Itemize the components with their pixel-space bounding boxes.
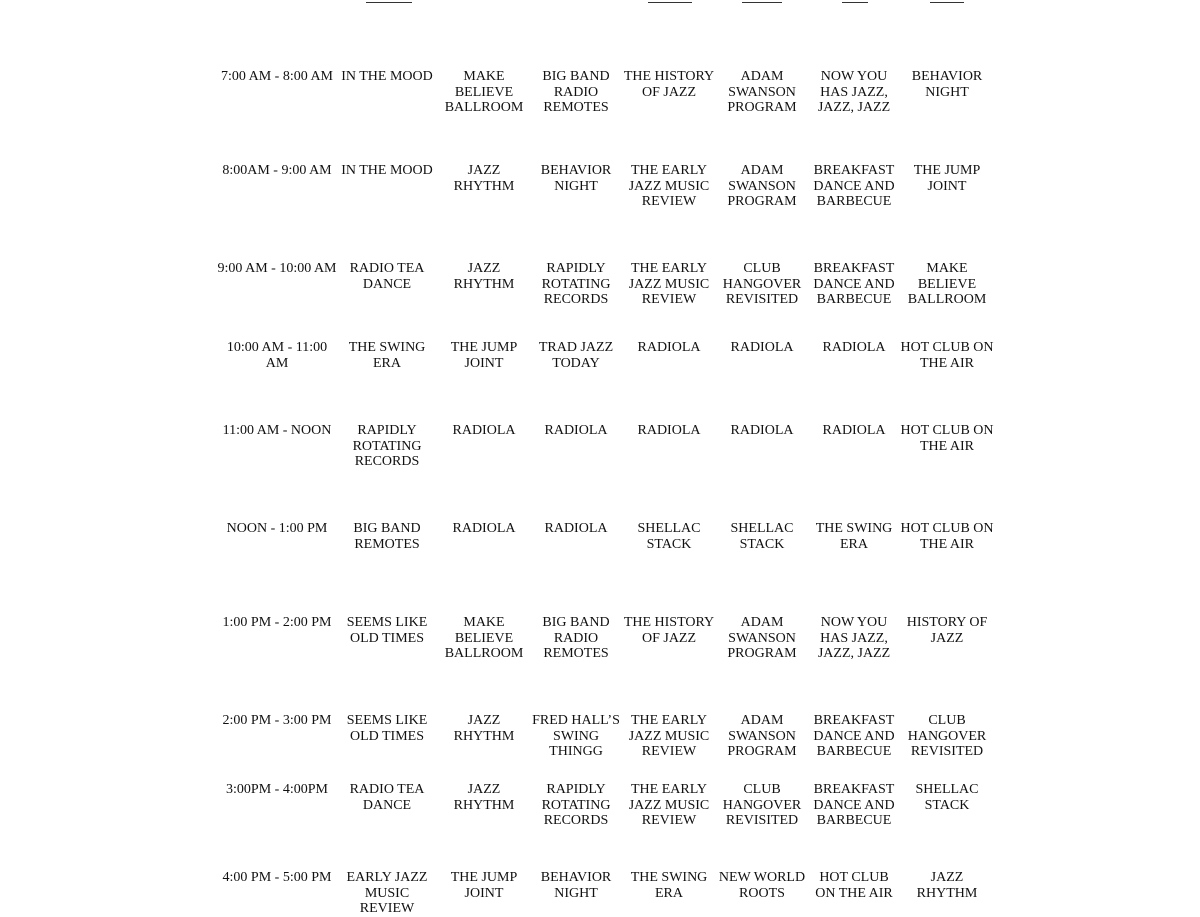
program-cell: THE HISTORY OF JAZZ (623, 69, 715, 100)
program-cell: RADIOLA (637, 423, 701, 438)
program-cell: THE SWING ERA (630, 870, 708, 901)
program-cell: HISTORY OF JAZZ (906, 615, 988, 646)
program-cell: NOW YOU HAS JAZZ, JAZZ, JAZZ (817, 615, 891, 661)
program-cell: RADIOLA (637, 340, 701, 355)
time-slot: NOON - 1:00 PM (226, 521, 328, 536)
program-cell: ADAM SWANSON PROGRAM (727, 69, 797, 115)
program-cell: THE EARLY JAZZ MUSIC REVIEW (628, 713, 710, 759)
program-cell: BREAKFAST DANCE AND BARBECUE (813, 713, 895, 759)
time-slot: 7:00 AM - 8:00 AM (220, 69, 333, 84)
program-cell: RADIOLA (822, 340, 886, 355)
program-cell: BEHAVIOR NIGHT (911, 69, 983, 100)
program-cell: THE JUMP JOINT (450, 340, 518, 371)
program-cell: NEW WORLD ROOTS (718, 870, 806, 901)
program-cell: BREAKFAST DANCE AND BARBECUE (813, 163, 895, 209)
program-cell: THE EARLY JAZZ MUSIC REVIEW (628, 163, 710, 209)
program-cell: BEHAVIOR NIGHT (540, 163, 612, 194)
program-cell: RAPIDLY ROTATING RECORDS (352, 423, 422, 469)
program-cell: MAKE BELIEVE BALLROOM (444, 69, 524, 115)
time-slot: 8:00AM - 9:00 AM (222, 163, 332, 178)
time-slot: 4:00 PM - 5:00 PM (222, 870, 332, 885)
program-cell: MAKE BELIEVE BALLROOM (444, 615, 524, 661)
program-cell: RAPIDLY ROTATING RECORDS (541, 261, 611, 307)
program-cell: NOW YOU HAS JAZZ, JAZZ, JAZZ (817, 69, 891, 115)
program-cell: RADIO TEA DANCE (349, 782, 425, 813)
program-cell: BIG BAND REMOTES (353, 521, 421, 552)
clipped-header-fragment (366, 0, 412, 3)
time-slot: 9:00 AM - 10:00 AM (217, 261, 337, 276)
program-cell: IN THE MOOD (341, 69, 433, 84)
clipped-header-fragment (842, 0, 868, 3)
program-cell: HOT CLUB ON THE AIR (900, 340, 994, 371)
program-cell: CLUB HANGOVER REVISITED (722, 261, 802, 307)
program-cell: SHELLAC STACK (915, 782, 979, 813)
time-slot: 11:00 AM - NOON (222, 423, 332, 438)
program-cell: HOT CLUB ON THE AIR (815, 870, 893, 901)
program-cell: BREAKFAST DANCE AND BARBECUE (813, 782, 895, 828)
program-cell: THE JUMP JOINT (913, 163, 981, 194)
program-cell: HOT CLUB ON THE AIR (900, 423, 994, 454)
time-slot: 10:00 AM - 11:00 AM (226, 340, 328, 371)
program-cell: RADIOLA (452, 521, 516, 536)
program-cell: RADIOLA (544, 423, 608, 438)
program-cell: THE EARLY JAZZ MUSIC REVIEW (628, 261, 710, 307)
program-cell: IN THE MOOD (341, 163, 433, 178)
program-cell: ADAM SWANSON PROGRAM (727, 615, 797, 661)
program-cell: FRED HALL’S SWING THINGG (532, 713, 620, 759)
program-cell: EARLY JAZZ MUSIC REVIEW (346, 870, 428, 916)
program-cell: MAKE BELIEVE BALLROOM (907, 261, 987, 307)
clipped-header-fragment (930, 0, 964, 3)
program-cell: JAZZ RHYTHM (453, 163, 515, 194)
program-cell: THE JUMP JOINT (450, 870, 518, 901)
program-cell: SEEMS LIKE OLD TIMES (346, 615, 428, 646)
program-cell: RADIOLA (822, 423, 886, 438)
program-cell: HOT CLUB ON THE AIR (900, 521, 994, 552)
program-cell: SHELLAC STACK (730, 521, 794, 552)
program-cell: JAZZ RHYTHM (453, 713, 515, 744)
program-cell: BIG BAND RADIO REMOTES (542, 69, 610, 115)
clipped-header-fragment (742, 0, 782, 3)
program-cell: SHELLAC STACK (637, 521, 701, 552)
program-cell: SEEMS LIKE OLD TIMES (346, 713, 428, 744)
program-cell: THE EARLY JAZZ MUSIC REVIEW (628, 782, 710, 828)
program-cell: THE SWING ERA (348, 340, 426, 371)
program-cell: ADAM SWANSON PROGRAM (727, 163, 797, 209)
program-cell: RADIO TEA DANCE (349, 261, 425, 292)
program-cell: BIG BAND RADIO REMOTES (542, 615, 610, 661)
program-cell: CLUB HANGOVER REVISITED (722, 782, 802, 828)
program-cell: RADIOLA (730, 423, 794, 438)
program-cell: JAZZ RHYTHM (916, 870, 978, 901)
program-cell: THE SWING ERA (815, 521, 893, 552)
program-cell: RADIOLA (730, 340, 794, 355)
program-cell: RADIOLA (452, 423, 516, 438)
clipped-header-row (0, 0, 1200, 4)
program-cell: CLUB HANGOVER REVISITED (907, 713, 987, 759)
program-cell: BREAKFAST DANCE AND BARBECUE (813, 261, 895, 307)
program-cell: BEHAVIOR NIGHT (540, 870, 612, 901)
time-slot: 2:00 PM - 3:00 PM (222, 713, 332, 728)
time-slot: 1:00 PM - 2:00 PM (222, 615, 332, 630)
program-cell: JAZZ RHYTHM (453, 261, 515, 292)
clipped-header-fragment (648, 0, 692, 3)
program-cell: JAZZ RHYTHM (453, 782, 515, 813)
program-cell: TRAD JAZZ TODAY (538, 340, 614, 371)
program-cell: THE HISTORY OF JAZZ (623, 615, 715, 646)
time-slot: 3:00PM - 4:00PM (226, 782, 328, 797)
program-cell: RADIOLA (544, 521, 608, 536)
program-cell: ADAM SWANSON PROGRAM (727, 713, 797, 759)
program-cell: RAPIDLY ROTATING RECORDS (541, 782, 611, 828)
